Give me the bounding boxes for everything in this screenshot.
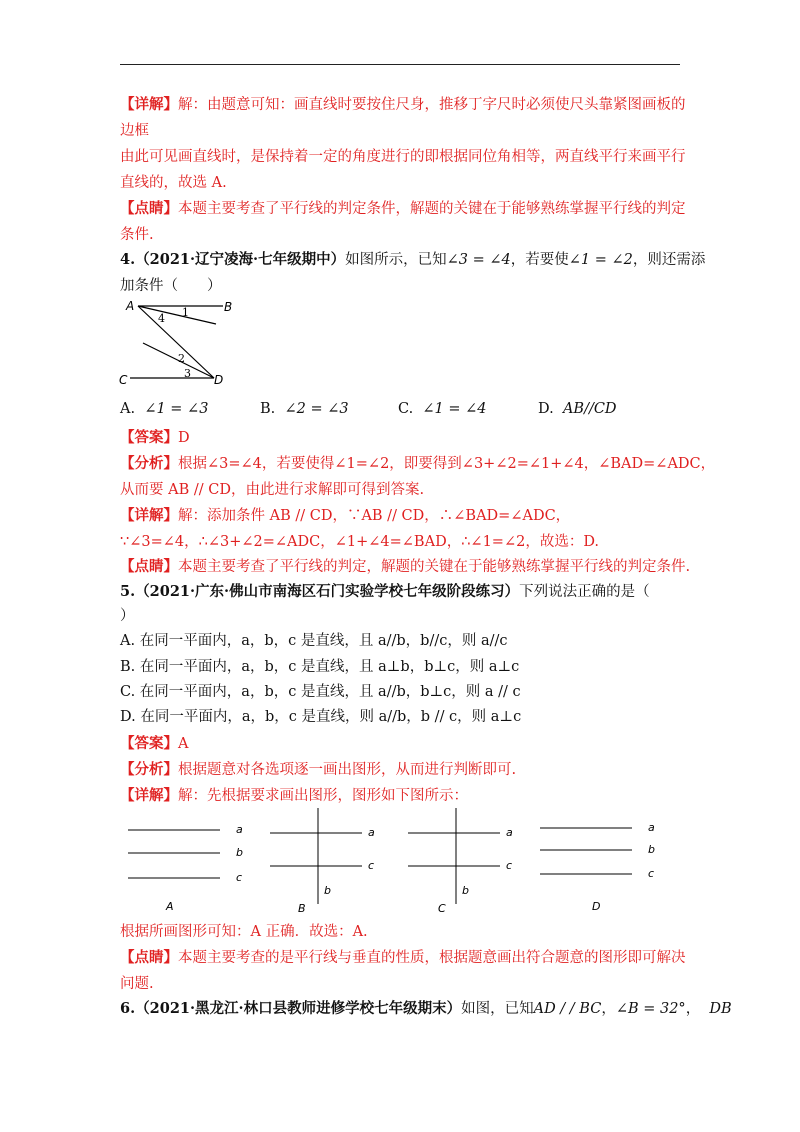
q4-label-A: A bbox=[126, 299, 135, 313]
q5-fig-a-label-a: a bbox=[236, 823, 243, 836]
q5-figure-d bbox=[536, 818, 676, 916]
q5-comment-line2: 问题. bbox=[120, 976, 154, 992]
q3-comment-line1: 【点睛】本题主要考查了平行线的判定条件，解题的关键在于能够熟练掌握平行线的判定 bbox=[120, 200, 686, 217]
q3-detail-line3: 由此可见画直线时，是保持着一定的角度进行的即根据同位角相等，两直线平行来画平行 bbox=[120, 149, 686, 165]
q5-fig-b-caption: B bbox=[298, 902, 306, 915]
q5-stem-line2: ） bbox=[120, 608, 135, 624]
q4-stem-line2: 加条件（ ） bbox=[120, 278, 222, 294]
q5-option-b: B. 在同一平面内，a，b，c 是直线，且 a⊥b，b⊥c，则 a⊥c bbox=[120, 659, 520, 675]
q4-label-angle2: 2 bbox=[178, 352, 185, 365]
q3-detail-line2: 边框 bbox=[120, 123, 149, 139]
q5-analysis-line1: 【分析】根据题意对各选项逐一画出图形，从而进行判断即可. bbox=[120, 761, 517, 778]
q5-stem-line1: 5.（2021·广东·佛山市南海区石门实验学校七年级阶段练习）下列说法正确的是（ bbox=[120, 583, 650, 600]
q3-comment-line2: 条件. bbox=[120, 227, 154, 243]
q5-fig-c-label-c: c bbox=[506, 859, 513, 872]
q4-label-D: D bbox=[214, 373, 224, 387]
q3-detail-line4: 直线的，故选 A. bbox=[120, 175, 227, 191]
q5-fig-d-label-b: b bbox=[648, 843, 655, 856]
q4-detail-line1: 【详解】解：添加条件 AB // CD，∵AB // CD，∴∠BAD=∠ADC， bbox=[120, 507, 571, 524]
q4-analysis-line1: 【分析】根据∠3=∠4，若要使得∠1=∠2，即要得到∠3+∠2=∠1+∠4，∠BAD=∠ADC， bbox=[120, 455, 716, 472]
q5-fig-a-label-b: b bbox=[236, 846, 243, 859]
q4-label-angle4: 4 bbox=[158, 312, 165, 325]
q4-stem-line1: 4.（2021·辽宁凌海·七年级期中）如图所示，已知∠3 = ∠4，若要使∠1 = ∠2，则还需添 bbox=[120, 251, 706, 268]
q4-comment-line1: 【点睛】本题主要考查了平行线的判定，解题的关键在于能够熟练掌握平行线的判定条件. bbox=[120, 558, 691, 575]
q4-analysis-line2: 从而要 AB // CD，由此进行求解即可得到答案. bbox=[120, 482, 425, 498]
q4-option-b: B. ∠2 = ∠3 bbox=[260, 401, 349, 417]
q5-option-a: A. 在同一平面内，a，b，c 是直线，且 a//b，b//c，则 a//c bbox=[120, 633, 508, 649]
q5-fig-a-label-c: c bbox=[236, 871, 243, 884]
q5-fig-b-label-a: a bbox=[368, 826, 375, 839]
q5-figure-a bbox=[120, 818, 260, 916]
header-rule bbox=[120, 64, 680, 65]
q5-answer: 【答案】A bbox=[120, 735, 189, 752]
q5-figure-b bbox=[262, 806, 392, 916]
q6-stem-line1: 6.（2021·黑龙江·林口县教师进修学校七年级期末）如图，已知AD / / BC，∠B = 32°， DB bbox=[120, 1000, 732, 1017]
q4-option-a: A. ∠1 = ∠3 bbox=[120, 401, 209, 417]
q5-fig-d-caption: D bbox=[592, 900, 601, 913]
q5-fig-b-label-c: c bbox=[368, 859, 375, 872]
q4-option-d: D. AB//CD bbox=[538, 401, 617, 417]
q5-comment-line1: 【点睛】本题主要考查的是平行线与垂直的性质，根据题意画出符合题意的图形即可解决 bbox=[120, 949, 686, 966]
q4-label-angle1: 1 bbox=[182, 306, 189, 319]
q5-detail-line1: 【详解】解：先根据要求画出图形，图形如下图所示： bbox=[120, 787, 468, 804]
q4-label-angle3: 3 bbox=[184, 367, 191, 380]
q5-figure-c bbox=[400, 806, 530, 916]
q5-conclusion: 根据所画图形可知：A 正确．故选：A. bbox=[120, 924, 368, 940]
q4-figure bbox=[118, 296, 238, 392]
q4-label-C: C bbox=[119, 373, 128, 387]
q5-fig-b-label-b: b bbox=[324, 884, 331, 897]
q5-fig-c-label-b: b bbox=[462, 884, 469, 897]
q4-label-B: B bbox=[224, 300, 233, 314]
q4-answer: 【答案】D bbox=[120, 429, 190, 446]
q5-fig-c-label-a: a bbox=[506, 826, 513, 839]
q5-fig-c-caption: C bbox=[438, 902, 446, 915]
q5-option-c: C. 在同一平面内，a，b，c 是直线，且 a//b，b⊥c，则 a // c bbox=[120, 684, 521, 700]
q5-fig-a-caption: A bbox=[166, 900, 174, 913]
q5-fig-d-label-a: a bbox=[648, 821, 655, 834]
q3-detail-line1: 【详解】解：由题意可知：画直线时要按住尺身，推移丁字尺时必须使尺头靠紧图画板的 bbox=[120, 96, 686, 113]
q4-option-c: C. ∠1 = ∠4 bbox=[398, 401, 487, 417]
q4-detail-line2: ∵∠3=∠4，∴∠3+∠2=∠ADC，∠1+∠4=∠BAD，∴∠1=∠2，故选：D. bbox=[120, 534, 600, 550]
q5-option-d: D. 在同一平面内，a，b，c 是直线，则 a//b，b // c，则 a⊥c bbox=[120, 709, 522, 725]
q5-fig-d-label-c: c bbox=[648, 867, 655, 880]
